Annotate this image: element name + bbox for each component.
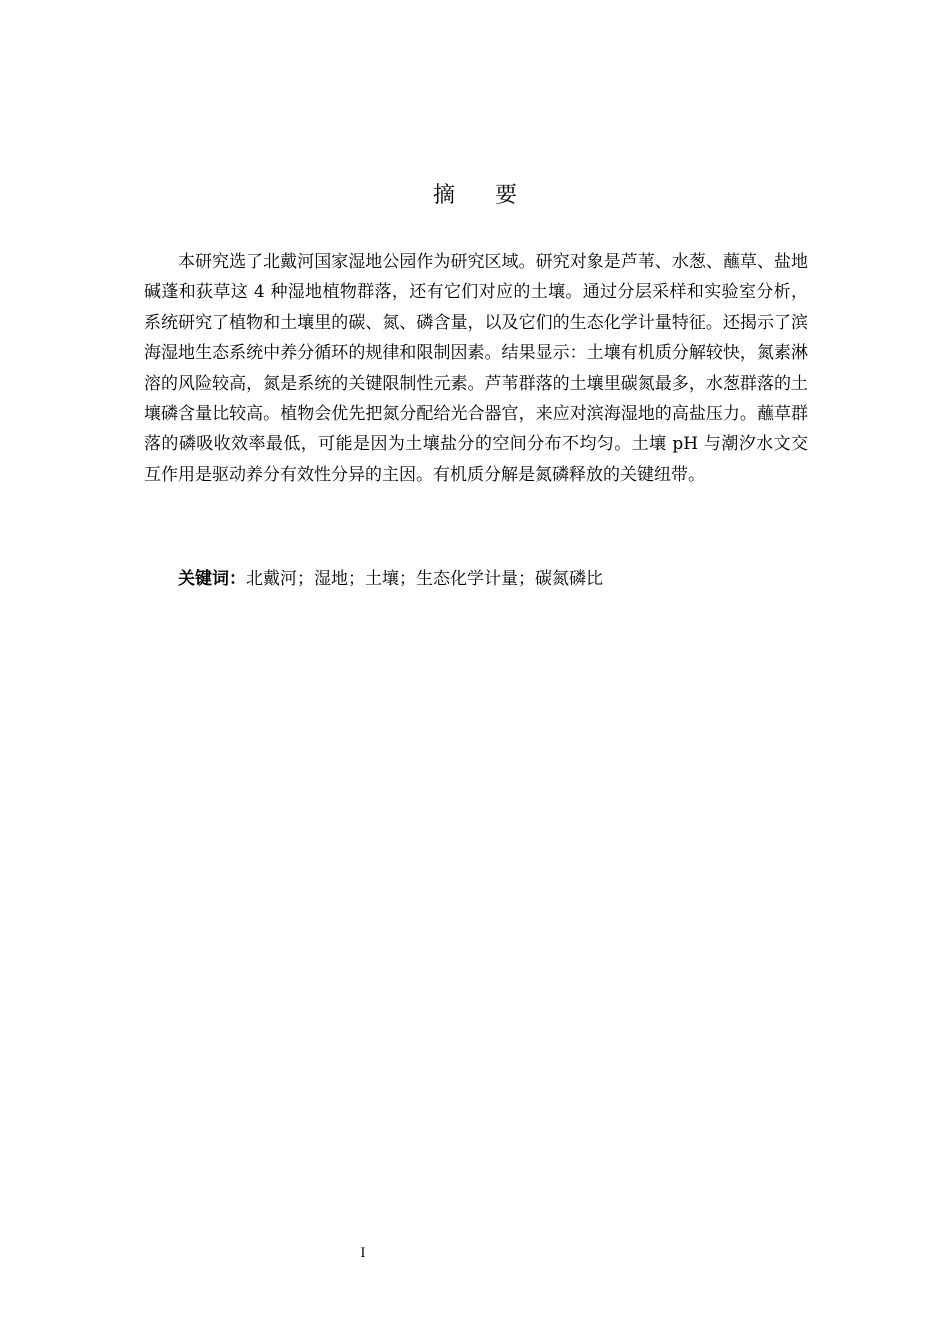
page-title: 摘要: [432, 183, 557, 208]
keywords-line: [178, 564, 808, 594]
keywords-label: 关键词：: [178, 569, 246, 589]
keywords-text: 北戴河；湿地；土壤；生态化学计量；碳氮磷比: [246, 569, 603, 589]
page-number: I: [360, 1246, 366, 1261]
abstract-paragraph: 本研究选了北戴河国家湿地公园作为研究区域。研究对象是芦苇、水葱、蘸草、盐地碱蓬和荻草这 4 种湿地植物群落，还有它们对应的土壤。通过分层采样和实验室分析，系统研究了植物和土壤里的碳、氮、磷含量，以及它们的生态化学计量特征。还揭示了滨海湿地生态系统中养分循环的规律和限制因素。结果显示：土壤有机质分解较快，氮素淋溶的风险较高，氮是系统的关键限制性元素。芦苇群落的土壤里碳氮最多，水葱群落的土壤磷含量比较高。植物会优先把氮分配给光合器官，来应对滨海湿地的高盐压力。蘸草群落的磷吸收效率最低，可能是因为土壤盐分的空间分布不均匀。土壤 pH 与潮汐水文交互作用是驱动养分有效性分异的主因。有机质分解是氮磷释放的关键纽带。: [144, 252, 808, 485]
